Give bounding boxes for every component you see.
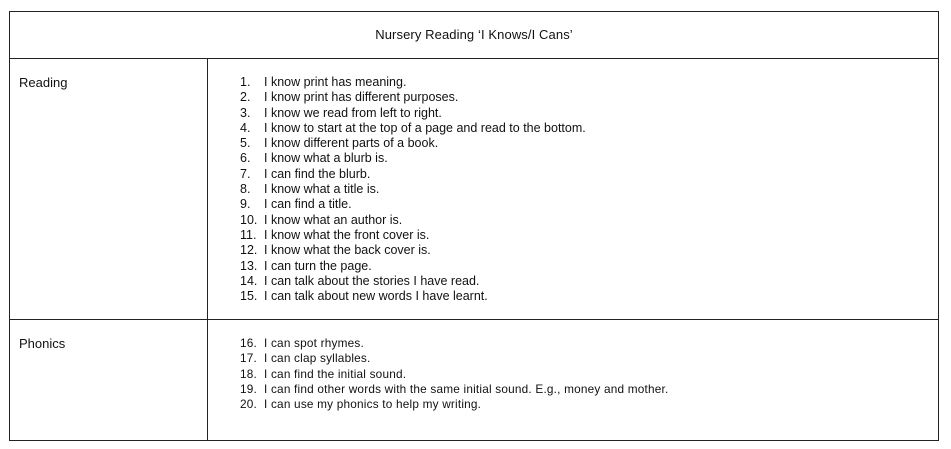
list-item [240, 213, 586, 228]
item-text: I know print has meaning. [264, 75, 407, 89]
reading-label: Reading [19, 75, 68, 90]
item-number: 10. [240, 212, 258, 227]
item-text: I know we read from left to right. [264, 105, 442, 120]
list-item [240, 182, 586, 197]
item-number: 4. [240, 120, 251, 135]
item-text: I can find the initial sound. [264, 366, 407, 381]
list-item [240, 289, 586, 304]
title-row [10, 12, 938, 59]
item-text: I know what the back cover is. [264, 243, 431, 258]
list-item [240, 151, 586, 166]
item-number: 9. [240, 197, 251, 212]
item-number: 16. [240, 336, 257, 350]
phonics-row [10, 320, 938, 440]
item-text: I can clap syllables. [264, 351, 371, 366]
item-number: 12. [240, 243, 258, 258]
list-item [240, 136, 586, 151]
item-text: I can talk about the stories I have read. [264, 273, 480, 288]
item-text: I can use my phonics to help my writing. [264, 397, 482, 412]
list-item [240, 90, 586, 105]
item-number: 19. [240, 381, 257, 396]
item-number: 2. [240, 90, 251, 105]
item-number: 1. [240, 75, 251, 89]
phonics-content-cell [208, 320, 938, 440]
list-item [240, 351, 669, 366]
item-text: I know what the front cover is. [264, 227, 430, 242]
table-title: Nursery Reading ‘I Knows/I Cans’ [375, 26, 573, 42]
list-item [240, 259, 586, 274]
item-text: I know what a title is. [264, 182, 380, 197]
item-text: I can turn the page. [264, 258, 372, 273]
item-number: 14. [240, 273, 258, 288]
item-number: 8. [240, 182, 251, 197]
list-item [240, 75, 586, 90]
curriculum-table [9, 11, 939, 441]
item-text: I can find other words with the same initial sound. E.g., money and mother. [264, 381, 669, 396]
list-item [240, 121, 586, 136]
item-number: 15. [240, 289, 258, 304]
list-item [240, 167, 586, 182]
reading-row [10, 59, 938, 320]
reading-label-cell [10, 59, 208, 319]
phonics-list [240, 336, 669, 412]
item-number: 20. [240, 397, 257, 412]
item-text: I can talk about new words I have learnt. [264, 289, 488, 304]
item-text: I know what an author is. [264, 212, 403, 227]
item-text: I know to start at the top of a page and read to the bottom. [264, 120, 586, 135]
item-number: 13. [240, 258, 258, 273]
item-number: 17. [240, 351, 257, 366]
list-item [240, 274, 586, 289]
list-item [240, 106, 586, 121]
item-text: I can find the blurb. [264, 166, 371, 181]
item-number: 3. [240, 105, 251, 120]
item-text: I can find a title. [264, 197, 352, 212]
reading-list [240, 75, 586, 304]
list-item [240, 382, 669, 397]
list-item [240, 397, 669, 412]
phonics-label-cell [10, 320, 208, 440]
phonics-label: Phonics [19, 336, 66, 351]
item-number: 6. [240, 151, 251, 166]
item-number: 7. [240, 166, 251, 181]
list-item [240, 367, 669, 382]
item-text: I know print has different purposes. [264, 90, 459, 105]
item-number: 5. [240, 136, 251, 151]
list-item [240, 243, 586, 258]
item-text: I know different parts of a book. [264, 136, 439, 151]
item-number: 11. [240, 227, 257, 242]
list-item [240, 228, 586, 243]
reading-content-cell [208, 59, 938, 319]
item-number: 18. [240, 366, 257, 381]
list-item [240, 197, 586, 212]
item-text: I can spot rhymes. [264, 336, 364, 350]
list-item [240, 336, 669, 351]
item-text: I know what a blurb is. [264, 151, 388, 166]
